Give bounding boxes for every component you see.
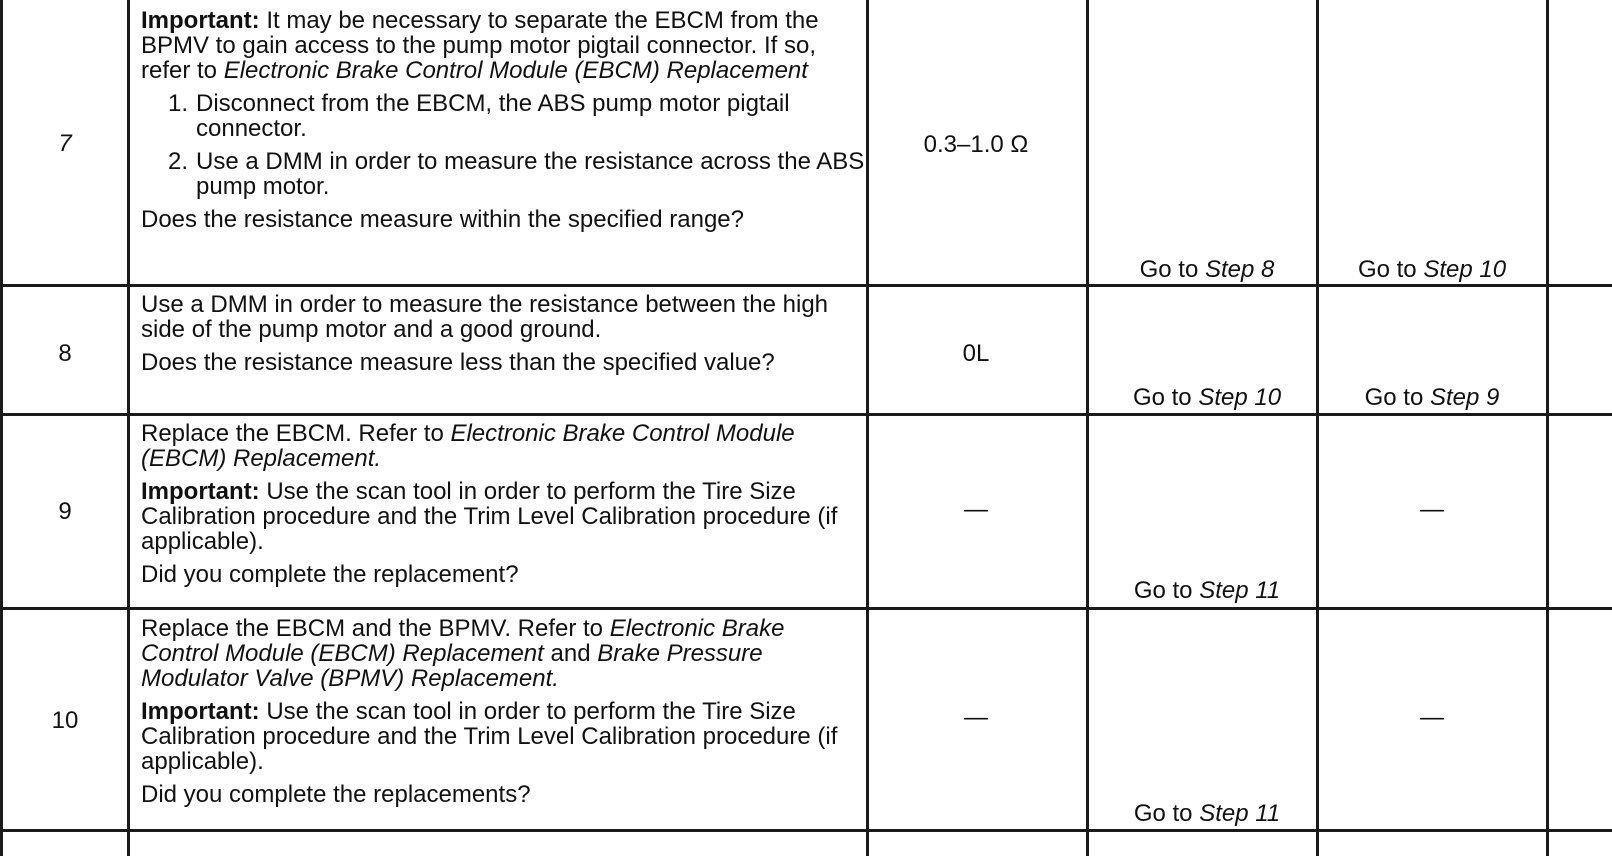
important-text: Use the scan tool in order to perform the Tire Size Calibration procedure and the Trim Level Calibration procedure (if applicable). [141, 478, 838, 555]
no-prefix: Go to [1364, 384, 1430, 411]
column-divider [866, 0, 869, 856]
no-action[interactable] [1327, 384, 1537, 412]
list-number: 1. [168, 90, 189, 117]
no-step-link[interactable]: Step 9 [1429, 384, 1500, 411]
step-number: 8 [58, 340, 72, 367]
yes-prefix: Go to [1133, 577, 1200, 604]
step-action [141, 292, 866, 375]
no-action[interactable] [1327, 256, 1537, 284]
step-number: 10 [51, 707, 79, 734]
yes-action[interactable] [1097, 577, 1317, 605]
yes-prefix: Go to [1132, 384, 1199, 411]
important-label: Important: [141, 478, 260, 505]
column-divider [1316, 0, 1319, 856]
step-question: Did you complete the replacements? [141, 781, 531, 808]
important-label: Important: [141, 698, 260, 725]
spec-value: 0.3–1.0 Ω [923, 131, 1029, 158]
step-text [141, 616, 866, 691]
yes-action[interactable] [1097, 384, 1317, 412]
reference-link[interactable]: Electronic Brake Control Module (EBCM) Replacement [223, 57, 808, 84]
no-step-link[interactable]: Step 10 [1423, 256, 1507, 283]
step-action [141, 421, 866, 587]
list-number: 2. [168, 148, 189, 175]
step-text: Use a DMM in order to measure the resistance between the high side of the pump motor and a good ground. [141, 291, 829, 343]
list-text: Disconnect from the EBCM, the ABS pump motor pigtail connector. [196, 90, 790, 142]
column-divider [1086, 0, 1089, 856]
important-text: It may be necessary to separate the EBCM from the BPMV to gain access to the pump motor pigtail connector. If so, refer to [141, 7, 819, 84]
row-divider [0, 284, 1612, 287]
step-action [141, 8, 866, 232]
row-divider [0, 413, 1612, 416]
step-question: Did you complete the replacement? [141, 561, 519, 588]
row-divider [0, 829, 1612, 832]
list-item [141, 91, 866, 141]
reference-link[interactable]: Brake Pressure Modulator Valve (BPMV) Replacement. [141, 640, 763, 692]
no-prefix: Go to [1357, 256, 1424, 283]
spec-value: — [964, 496, 988, 523]
step-question: Does the resistance measure within the specified range? [141, 206, 744, 233]
reference-link[interactable]: Electronic Brake Control Module (EBCM) Replacement. [141, 420, 795, 472]
reference-link[interactable]: Electronic Brake Control Module (EBCM) Replacement [141, 615, 785, 667]
yes-action[interactable] [1097, 256, 1317, 284]
yes-step-link[interactable]: Step 8 [1204, 256, 1275, 283]
text-mid: and [543, 640, 598, 667]
text-prefix: Replace the EBCM. Refer to [141, 420, 451, 447]
no-action: — [1420, 704, 1444, 731]
important-label: Important: [141, 7, 260, 34]
list-text: Use a DMM in order to measure the resistance across the ABS pump motor. [196, 148, 865, 200]
yes-step-link[interactable]: Step 11 [1199, 800, 1281, 827]
yes-action[interactable] [1097, 800, 1317, 828]
column-divider [127, 0, 130, 856]
step-question: Does the resistance measure less than the specified value? [141, 349, 775, 376]
important-note [141, 699, 866, 774]
spec-value: — [964, 704, 988, 731]
important-note [141, 479, 866, 554]
list-item [141, 149, 866, 199]
step-number: 7 [58, 130, 72, 157]
yes-step-link[interactable]: Step 11 [1199, 577, 1281, 604]
text-prefix: Replace the EBCM and the BPMV. Refer to [141, 615, 610, 642]
row-divider [0, 607, 1612, 610]
spec-value: 0L [962, 340, 990, 367]
step-number: 9 [58, 498, 72, 525]
important-text: Use the scan tool in order to perform the Tire Size Calibration procedure and the Trim Level Calibration procedure (if applicable). [141, 698, 838, 775]
step-text [141, 421, 866, 471]
yes-step-link[interactable]: Step 10 [1198, 384, 1282, 411]
yes-prefix: Go to [1133, 800, 1200, 827]
important-note [141, 8, 866, 83]
no-action: — [1420, 496, 1444, 523]
step-action [141, 616, 866, 807]
yes-prefix: Go to [1139, 256, 1205, 283]
column-divider [1546, 0, 1549, 856]
